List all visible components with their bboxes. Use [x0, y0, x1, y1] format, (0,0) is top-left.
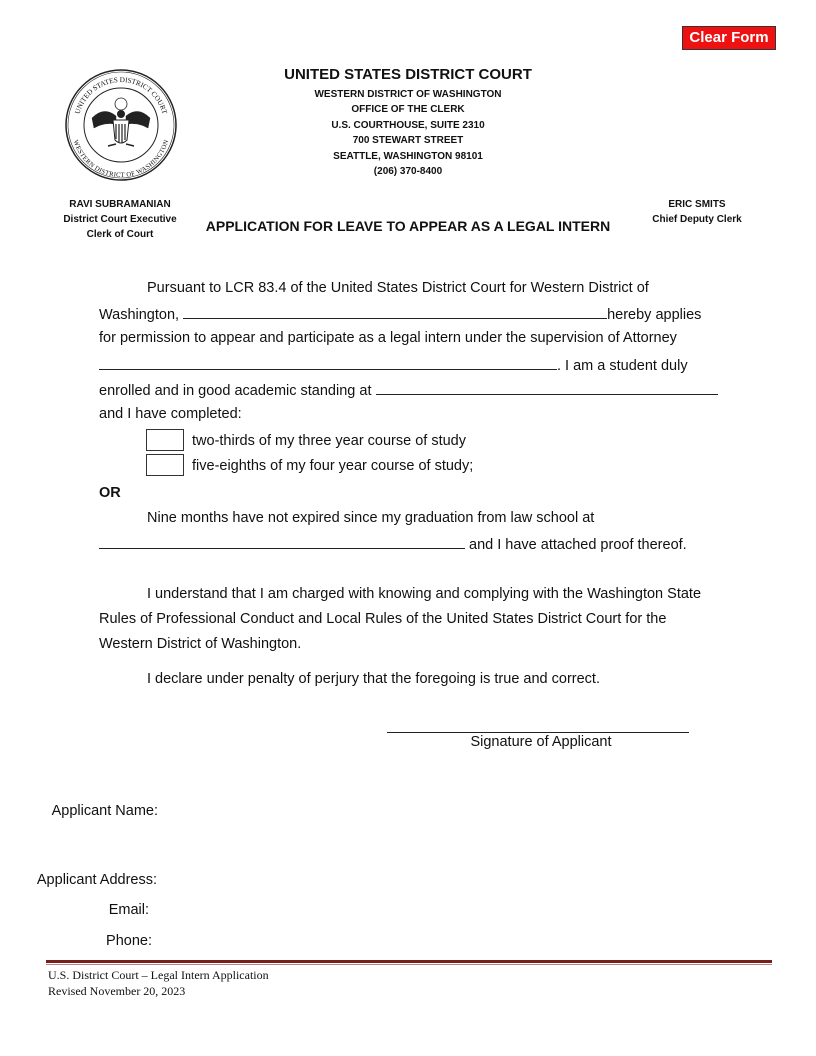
two-thirds-checkbox[interactable] [146, 429, 184, 451]
court-phone: (206) 370-8400 [373, 166, 443, 177]
paragraph-2-line [99, 534, 687, 554]
paragraph-1-line: and I have completed: [99, 406, 242, 422]
court-address-line: WESTERN DISTRICT OF WASHINGTON [314, 89, 502, 100]
deputy-name: ERIC SMITS [668, 199, 726, 210]
footer-title: U.S. District Court – Legal Intern Application [48, 968, 269, 982]
applicant-name-label: Applicant Name: [51, 803, 158, 819]
footer-revision: Revised November 20, 2023 [48, 984, 186, 998]
paragraph-3-line: Rules of Professional Conduct and Local Rules of the United States District Court for the [99, 611, 667, 627]
form-title: APPLICATION FOR LEAVE TO APPEAR AS A LEGAL INTERN [205, 218, 611, 234]
footer-divider-thin [46, 964, 772, 965]
paragraph-text: . I am a student duly [557, 358, 688, 374]
paragraph-text: and I have attached proof thereof. [465, 537, 687, 553]
svg-text:WESTERN DISTRICT OF WASHINGTON [72, 139, 171, 179]
executive-block [50, 197, 190, 242]
seal-bottom-text: WESTERN DISTRICT OF WASHINGTON [71, 139, 171, 180]
applicant-address-input[interactable] [164, 870, 728, 892]
paragraph-text: Washington, [99, 307, 184, 323]
graduation-school-blank[interactable] [99, 534, 465, 549]
executive-name: RAVI SUBRAMANIAN [69, 199, 171, 210]
five-eighths-checkbox[interactable] [146, 454, 184, 476]
executive-title: District Court Executive [63, 214, 177, 225]
paragraph-1-line: for permission to appear and participate as a legal intern under the supervision of Attorney [99, 330, 677, 346]
paragraph-text: hereby applies [607, 307, 702, 323]
applicant-name-blank[interactable] [183, 304, 607, 319]
paragraph-3-line: Western District of Washington. [99, 636, 302, 652]
applicant-name-input[interactable] [164, 801, 728, 823]
paragraph-1-line [99, 304, 701, 324]
paragraph-1-line: Pursuant to LCR 83.4 of the United States District Court for Western District of [147, 280, 649, 296]
court-address-line: U.S. COURTHOUSE, SUITE 2310 [331, 120, 485, 131]
executive-title-2: Clerk of Court [86, 229, 154, 240]
court-address-line: SEATTLE, WASHINGTON 98101 [333, 151, 483, 162]
five-eighths-label: five-eighths of my four year course of study; [192, 458, 474, 474]
paragraph-1-line [99, 380, 718, 400]
email-input[interactable] [164, 900, 728, 922]
applicant-address-label: Applicant Address: [36, 872, 157, 888]
seal-top-text: UNITED STATES DISTRICT COURT [73, 75, 169, 116]
phone-input[interactable] [164, 931, 728, 953]
law-school-blank[interactable] [376, 380, 718, 395]
footer-divider [46, 960, 772, 963]
paragraph-1-line [99, 355, 688, 375]
or-label: OR [99, 485, 121, 501]
two-thirds-label: two-thirds of my three year course of study [192, 433, 466, 449]
declaration-line: I declare under penalty of perjury that the foregoing is true and correct. [147, 671, 600, 687]
signature-line[interactable] [387, 731, 689, 733]
court-address-line: 700 STEWART STREET [352, 135, 464, 146]
phone-label: Phone: [106, 933, 152, 949]
court-seal-icon [64, 68, 178, 182]
court-title: UNITED STATES DISTRICT COURT [284, 66, 532, 83]
deputy-title: Chief Deputy Clerk [652, 214, 742, 225]
paragraph-text: enrolled and in good academic standing at [99, 383, 376, 399]
deputy-block [636, 197, 758, 227]
signature-label: Signature of Applicant [470, 734, 612, 750]
court-address-line: OFFICE OF THE CLERK [351, 104, 465, 115]
email-label: Email: [108, 902, 149, 918]
paragraph-3-line: I understand that I am charged with knowing and complying with the Washington State [147, 586, 702, 602]
paragraph-2-line: Nine months have not expired since my graduation from law school at [147, 510, 595, 526]
clear-form-button[interactable]: Clear Form [682, 26, 776, 50]
attorney-name-blank[interactable] [99, 355, 557, 370]
